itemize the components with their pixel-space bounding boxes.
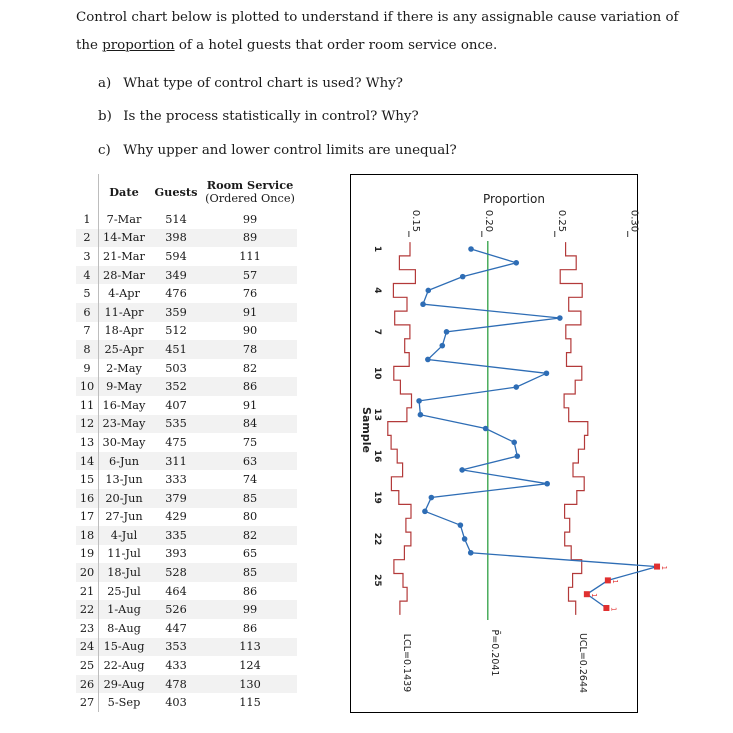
row-guests: 528 [149, 563, 203, 582]
table-row [76, 656, 297, 675]
row-guests: 476 [165, 287, 187, 301]
chart-title: Proportion [483, 192, 545, 206]
question-c [98, 143, 457, 158]
table-row [76, 396, 297, 415]
row-room-service: 115 [239, 696, 261, 710]
sample-tick-label: 13 [372, 408, 382, 421]
row-guests: 503 [165, 361, 187, 375]
table-row [76, 638, 297, 657]
row-date: 16-May [102, 398, 146, 412]
row-date: 30-May [102, 435, 146, 449]
row-date: 6-Jun [99, 452, 150, 471]
row-index: 21 [76, 582, 99, 601]
sample-tick-label: 19 [372, 491, 382, 504]
row-index: 3 [76, 247, 99, 266]
row-index: 18 [76, 526, 99, 545]
row-index: 8 [76, 340, 99, 359]
row-guests: 398 [149, 229, 203, 248]
row-index: 4 [76, 266, 99, 285]
row-room-service: 57 [203, 266, 297, 285]
row-room-service: 90 [242, 324, 258, 338]
row-date: 20-Jun [99, 489, 150, 508]
data-point [557, 315, 563, 321]
row-index: 9 [76, 359, 99, 378]
row-index: 5 [76, 284, 99, 303]
table-row [76, 229, 297, 248]
out-of-control-flag: 1 [609, 607, 618, 612]
question-label: a) [98, 76, 112, 91]
question-text: Is the process statistically in control? Why? [123, 109, 419, 124]
data-point [462, 536, 468, 542]
row-room-service: 86 [203, 377, 297, 396]
value-tick-label: 0.15 [409, 209, 421, 233]
table-row [76, 284, 297, 303]
data-point [468, 550, 474, 556]
table-row [76, 619, 297, 638]
intro-line-1: Control chart below is plotted to understand if there is any assignable cause variation of [76, 10, 679, 25]
header-room-service-title: Room Service [206, 178, 294, 192]
out-of-control-point [603, 605, 609, 611]
row-date: 8-Aug [107, 621, 141, 635]
row-guests: 352 [149, 377, 203, 396]
row-index: 17 [76, 508, 99, 527]
question-text: What type of control chart is used? Why? [123, 76, 403, 91]
data-point [544, 370, 550, 376]
table-row [76, 582, 297, 601]
row-room-service: 63 [203, 452, 297, 471]
row-date: 27-Jun [105, 510, 143, 524]
lcl-label: LCL=0.1439 [400, 633, 412, 693]
row-date: 25-Jul [107, 584, 141, 598]
row-guests: 475 [165, 435, 187, 449]
data-point [420, 301, 426, 307]
row-date: 14-Mar [99, 229, 150, 248]
sample-tick-label: 1 [372, 245, 382, 253]
out-of-control-flag: 1 [610, 579, 619, 584]
table-row [76, 377, 297, 396]
sample-tick-label: 10 [372, 367, 382, 380]
row-index: 11 [76, 396, 99, 415]
data-point [544, 481, 550, 487]
row-room-service: 80 [242, 510, 258, 524]
row-date: 9-May [99, 377, 150, 396]
table-row [76, 545, 297, 564]
row-date: 11-Jul [107, 547, 141, 561]
row-date: 23-May [99, 415, 150, 434]
sample-tick-label: 7 [372, 328, 382, 335]
row-room-service: 65 [242, 547, 258, 561]
question-label: c) [98, 143, 111, 158]
data-point [459, 467, 465, 473]
data-point [511, 440, 517, 446]
row-index: 1 [76, 210, 99, 229]
row-index: 23 [76, 619, 99, 638]
header-room-service-sub: (Ordered Once) [205, 192, 295, 205]
question-label: b) [98, 109, 112, 124]
data-point [513, 384, 519, 390]
table-row [76, 433, 297, 452]
row-index: 6 [76, 303, 99, 322]
data-point [425, 288, 431, 294]
intro-suffix: of a hotel guests that order room service once. [174, 38, 498, 53]
table-row [76, 322, 297, 341]
sample-tick-label: 25 [372, 574, 382, 587]
data-point [439, 343, 445, 349]
table-row [76, 247, 297, 266]
row-index: 12 [76, 415, 99, 434]
row-guests: 379 [149, 489, 203, 508]
table-row [76, 452, 297, 471]
row-guests: 393 [165, 547, 187, 561]
row-date: 25-Apr [99, 340, 150, 359]
value-tick-label: 0.20 [482, 209, 494, 233]
row-date: 28-Mar [99, 266, 150, 285]
table-row [76, 359, 297, 378]
sample-tick-label: 16 [372, 449, 382, 463]
row-guests: 311 [149, 452, 203, 471]
row-index: 19 [76, 545, 99, 564]
out-of-control-point [605, 577, 611, 583]
row-room-service: 85 [203, 563, 297, 582]
row-guests: 333 [165, 473, 187, 487]
row-room-service: 74 [242, 473, 258, 487]
sample-axis-label: Sample [360, 407, 373, 453]
row-guests: 512 [165, 324, 187, 338]
row-index: 24 [76, 638, 99, 657]
row-date: 4-Apr [108, 287, 140, 301]
row-index: 20 [76, 563, 99, 582]
row-index: 14 [76, 452, 99, 471]
row-room-service: 111 [239, 249, 261, 263]
row-date: 7-Mar [106, 212, 142, 226]
row-guests: 433 [165, 659, 187, 673]
row-index: 22 [76, 600, 99, 619]
row-room-service: 130 [203, 675, 297, 694]
row-guests: 335 [149, 526, 203, 545]
row-guests: 407 [165, 398, 187, 412]
center-line-label: P̄=0.2041 [488, 629, 500, 677]
row-guests: 514 [165, 212, 187, 226]
row-date: 11-Apr [99, 303, 150, 322]
row-date: 22-Aug [103, 659, 145, 673]
header-guests: Guests [154, 184, 198, 199]
out-of-control-point [584, 591, 590, 597]
data-point [418, 412, 424, 418]
value-tick-label: 0.30 [628, 209, 640, 233]
row-room-service: 124 [239, 659, 261, 673]
row-guests: 451 [149, 340, 203, 359]
row-date: 15-Aug [99, 638, 150, 657]
row-guests: 353 [149, 638, 203, 657]
row-guests: 359 [149, 303, 203, 322]
row-date: 1-Aug [99, 600, 150, 619]
row-guests: 429 [165, 510, 187, 524]
row-index: 10 [76, 377, 99, 396]
row-room-service: 99 [203, 600, 297, 619]
row-room-service: 91 [242, 398, 258, 412]
row-date: 13-Jun [105, 473, 143, 487]
table-row [76, 303, 297, 322]
sample-tick-label: 22 [372, 532, 382, 546]
row-room-service: 82 [242, 361, 258, 375]
row-index: 2 [76, 229, 99, 248]
row-guests: 526 [149, 600, 203, 619]
row-index: 27 [76, 693, 99, 712]
table-row [76, 526, 297, 545]
data-point [425, 357, 431, 363]
row-room-service: 76 [242, 287, 258, 301]
row-guests: 464 [165, 584, 187, 598]
p-chart [350, 174, 669, 713]
ucl-line [560, 242, 588, 615]
table-row [76, 266, 297, 285]
value-tick-label: 0.25 [555, 209, 567, 233]
data-point [444, 329, 450, 335]
data-point [422, 509, 428, 515]
table-row [76, 415, 297, 434]
ucl-label: UCL=0.2644 [576, 632, 588, 694]
row-room-service: 85 [203, 489, 297, 508]
p-chart-svg [351, 175, 669, 712]
row-room-service: 91 [203, 303, 297, 322]
table-row [76, 508, 297, 527]
table-row [76, 489, 297, 508]
row-guests: 349 [149, 266, 203, 285]
data-point [513, 260, 519, 266]
intro-prefix: the [76, 38, 103, 53]
data-point [458, 522, 464, 528]
row-date: 5-Sep [107, 696, 141, 710]
question-b [98, 109, 419, 124]
row-date: 18-Apr [104, 324, 144, 338]
row-room-service: 78 [203, 340, 297, 359]
table-row [76, 675, 297, 694]
row-index: 16 [76, 489, 99, 508]
row-room-service: 99 [242, 212, 258, 226]
header-room-service [203, 174, 297, 210]
row-date: 2-May [106, 361, 142, 375]
row-room-service: 113 [203, 638, 297, 657]
table-row [76, 563, 297, 582]
row-index: 25 [76, 656, 99, 675]
out-of-control-flag: 1 [589, 593, 598, 598]
row-room-service: 86 [242, 621, 258, 635]
data-point [416, 398, 422, 404]
data-table [76, 174, 297, 712]
data-point [468, 246, 474, 252]
out-of-control-flag: 1 [660, 565, 669, 571]
question-text: Why upper and lower control limits are unequal? [123, 143, 457, 158]
row-date: 4-Jul [99, 526, 150, 545]
row-guests: 447 [165, 621, 187, 635]
lcl-line [388, 242, 416, 615]
row-date: 21-Mar [103, 249, 145, 263]
row-guests: 535 [149, 415, 203, 434]
row-room-service: 84 [203, 415, 297, 434]
intro-underlined-word: proportion [102, 38, 175, 53]
row-date: 29-Aug [99, 675, 150, 694]
row-index: 13 [76, 433, 99, 452]
table-row [76, 693, 297, 712]
row-index: 15 [76, 470, 99, 489]
table-row [76, 470, 297, 489]
row-guests: 403 [165, 696, 187, 710]
data-point [460, 274, 466, 280]
row-index: 7 [76, 322, 99, 341]
header-date: Date [109, 184, 139, 199]
row-index: 26 [76, 675, 99, 694]
data-point [429, 495, 435, 501]
sample-tick-label: 4 [372, 287, 382, 294]
row-room-service: 82 [203, 526, 297, 545]
series-line [419, 249, 657, 608]
table-body [76, 210, 297, 712]
data-point [483, 426, 489, 432]
table-row [76, 600, 297, 619]
row-room-service: 75 [242, 435, 258, 449]
intro-line-2 [76, 38, 497, 53]
data-point [514, 453, 520, 459]
question-a [98, 76, 403, 91]
out-of-control-point [654, 564, 660, 570]
row-guests: 478 [149, 675, 203, 694]
table-row [76, 340, 297, 359]
table-row [76, 210, 297, 229]
header-index [76, 174, 99, 210]
row-date: 18-Jul [99, 563, 150, 582]
table-header-row [76, 174, 297, 210]
row-guests: 594 [165, 249, 187, 263]
row-room-service: 86 [242, 584, 258, 598]
row-room-service: 89 [203, 229, 297, 248]
